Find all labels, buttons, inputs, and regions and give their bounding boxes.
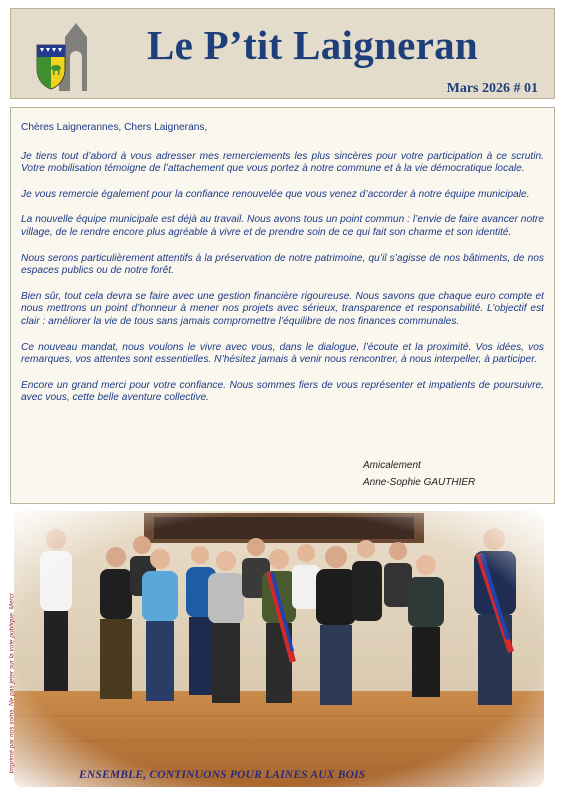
letter-paragraph: Je tiens tout d’abord à vous adresser mes remerciements les plus sincères pour votre participation à ce scrutin. Votre mobilisation témoigne de l’attachement que vous portez à notre commune et à la vie démocratique locale. xyxy=(21,150,544,175)
newsletter-header xyxy=(10,8,555,99)
photo-caption: ENSEMBLE, CONTINUONS POUR LAINES AUX BOIS xyxy=(79,769,366,781)
letter-paragraph: La nouvelle équipe municipale est déjà au travail. Nous avons tous un point commun : l’envie de faire avancer notre village, de le rendre encore plus agréable à vivre et de prendre soin de ce qui fait son charme et son identité. xyxy=(21,214,544,238)
letter-paragraph: Nous serons particulièrement attentifs à la préservation de notre patrimoine, qu’il s’agisse de nos bâtiments, de nos espaces publics ou de notre forêt. xyxy=(21,252,544,277)
council-group-photo xyxy=(14,511,544,787)
letter-closing: Amicalement xyxy=(363,460,421,471)
issue-number: Mars 2026 # 01 xyxy=(446,81,538,96)
letter-paragraph: Ce nouveau mandat, nous voulons le vivre avec vous, dans le dialogue, l’écoute et la proximité. Vos idées, vos remarques, vos attentes sont essentielles. N’hésitez jamais à venir nous rencontrer, à nous interpeller, à participer. xyxy=(21,341,544,366)
letter-salutation: Chères Laignerannes, Chers Laignerans, xyxy=(21,122,208,133)
letter-paragraph: Je vous remercie également pour la confiance renouvelée que vous venez d’accorder à notre équipe municipale. xyxy=(21,188,530,200)
letter-paragraph: Encore un grand merci pour votre confiance. Nous sommes fiers de vous représenter et impatients de poursuivre, avec vous, cette belle aventure collective. xyxy=(21,379,544,404)
letter-paragraph: Bien sûr, tout cela devra se faire avec une gestion financière rigoureuse. Nous savons que chaque euro compte et nous mettrons un point d’honneur à mener nos projets avec sérieux, transparence et responsabilité. L’objectif est clair : améliorer la vie de tous sans jamais compromettre l’équilibre de nos finances communales. xyxy=(21,290,544,327)
mayor-letter xyxy=(10,107,555,504)
letter-signature: Anne-Sophie GAUTHIER xyxy=(363,477,476,488)
print-notice: Imprimé par nos soins. Ne pas jeter sur la voie publique. Merci xyxy=(8,593,16,774)
newsletter-title: Le P’tit Laigneran xyxy=(146,22,479,68)
